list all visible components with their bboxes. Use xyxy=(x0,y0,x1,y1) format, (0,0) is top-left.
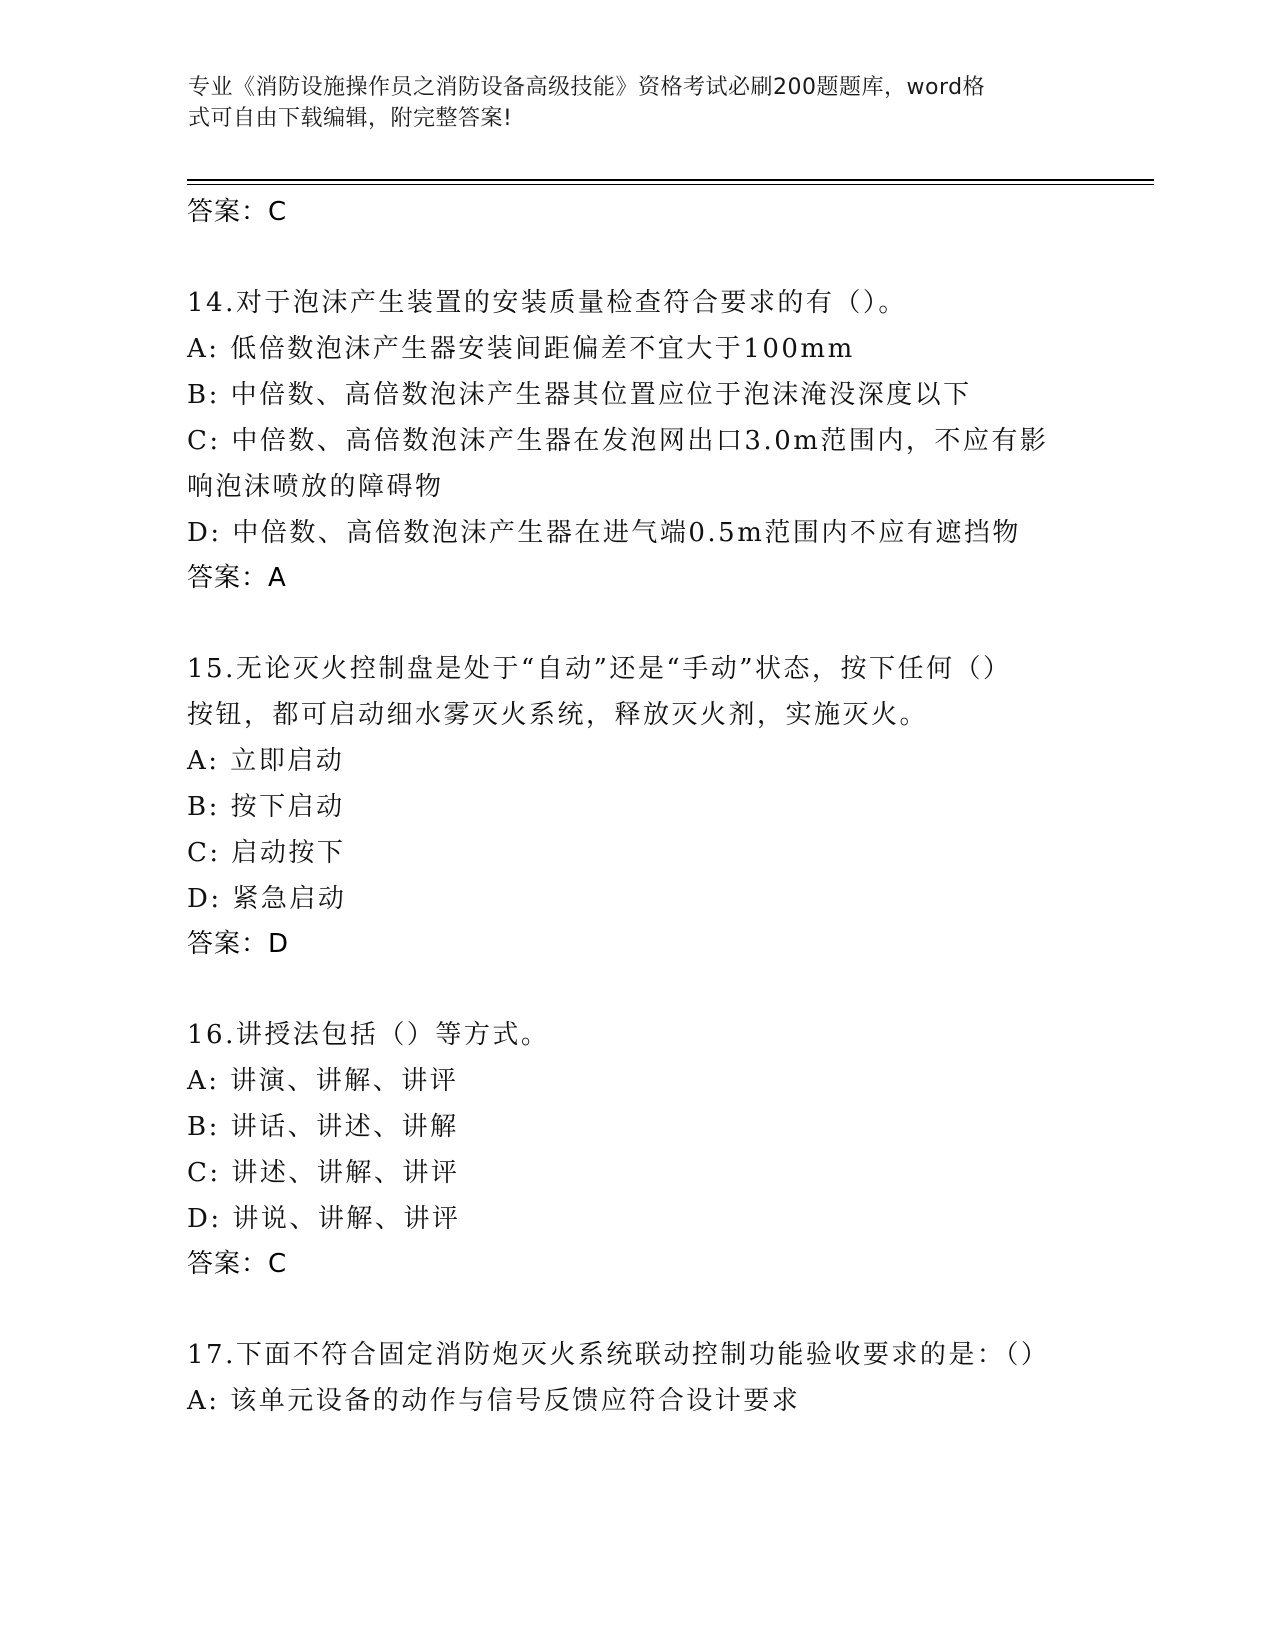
header-line-2: 式可自由下载编辑，附完整答案! xyxy=(188,106,513,131)
document-content xyxy=(187,190,1087,1424)
option-a: A: 立即启动 xyxy=(187,746,345,776)
option-c: C: 讲述、讲解、讲评 xyxy=(187,1158,460,1188)
option-c: C: 中倍数、高倍数泡沫产生器在发泡网出口3.0m范围内，不应有影 xyxy=(187,426,1049,456)
option-a: A: 低倍数泡沫产生器安装间距偏差不宜大于100mm xyxy=(187,334,855,364)
option-d: D: 中倍数、高倍数泡沫产生器在进气端0.5m范围内不应有遮挡物 xyxy=(187,518,1021,548)
answer: 答案：D xyxy=(187,929,290,959)
answer-previous: 答案：C xyxy=(187,197,288,227)
spacer xyxy=(187,966,1087,1012)
answer: 答案：C xyxy=(187,1249,288,1279)
spacer xyxy=(187,1286,1087,1332)
question-stem: 16.讲授法包括（）等方式。 xyxy=(187,1020,550,1050)
question-stem: 15.无论灭火控制盘是处于“自动”还是“手动”状态，按下任何（） xyxy=(187,654,1012,684)
question-14 xyxy=(187,280,1087,600)
header-divider-thick xyxy=(187,179,1154,181)
option-d: D: 紧急启动 xyxy=(187,884,347,914)
option-c: C: 启动按下 xyxy=(187,838,346,868)
question-16 xyxy=(187,1012,1087,1286)
option-a: A: 该单元设备的动作与信号反馈应符合设计要求 xyxy=(187,1386,801,1416)
document-header xyxy=(188,72,1088,134)
question-stem: 17.下面不符合固定消防炮灭火系统联动控制功能验收要求的是：（） xyxy=(187,1340,1050,1370)
option-a: A: 讲演、讲解、讲评 xyxy=(187,1066,459,1096)
answer: 答案：A xyxy=(187,563,287,593)
question-stem: 14.对于泡沫产生装置的安装质量检查符合要求的有（）。 xyxy=(187,288,907,318)
question-15 xyxy=(187,646,1087,966)
option-d: D: 讲说、讲解、讲评 xyxy=(187,1204,461,1234)
question-stem-continued: 按钮，都可启动细水雾灭火系统，释放灭火剂，实施灭火。 xyxy=(187,700,929,730)
header-line-1: 专业《消防设施操作员之消防设备高级技能》资格考试必刷200题题库，word格 xyxy=(188,75,986,100)
option-c-continued: 响泡沫喷放的障碍物 xyxy=(187,472,444,502)
header-divider-thin xyxy=(187,184,1154,185)
option-b: B: 按下启动 xyxy=(187,792,345,822)
question-17 xyxy=(187,1332,1087,1424)
spacer xyxy=(187,234,1087,280)
option-b: B: 中倍数、高倍数泡沫产生器其位置应位于泡沫淹没深度以下 xyxy=(187,380,972,410)
option-b: B: 讲话、讲述、讲解 xyxy=(187,1112,459,1142)
spacer xyxy=(187,600,1087,646)
